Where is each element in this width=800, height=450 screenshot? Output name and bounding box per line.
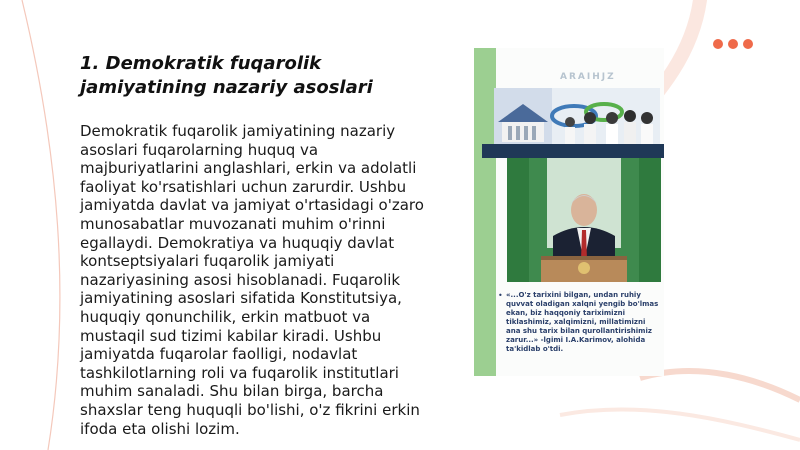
figure-image: [474, 48, 664, 376]
dot-icon: [713, 39, 723, 49]
slide-title: 1. Demokratik fuqarolik jamiyatining nazariy asoslari: [80, 53, 373, 98]
building-photo: [494, 88, 660, 144]
figure-watermark: ARAIHJZ: [560, 72, 616, 82]
menu-dots: [713, 39, 753, 49]
navy-bar: [482, 144, 664, 158]
dot-icon: [728, 39, 738, 49]
speaker-portrait: [507, 158, 661, 282]
slide-paragraph: Demokratik fuqarolik jamiyatining nazariy asoslari fuqarolarning huquq va majburiyatlarini anglashlari, erkin va adolatli faoliyat ko'rsatishlari uchun zarurdir. Ushbu jamiyatda davlat va jamiyat o'rtasidagi o'zaro munosabatlar muvozanati muhim o'rinni egallaydi. Demokratiya va huquqiy davlat kontseptsiyalari fuqarolik jamiyati nazariyasining asosi hisoblanadi. Fuqarolik jamiyatining asoslari sifatida Konstitutsiya, huquqiy qonunchilik, erkin matbuot va mustaqil sud tizimi kabilar kiradi. Ushbu jamiyatda fuqarolar faolligi, nodavlat tashkilotlarning roli va fuqarolik institutlari muhim sanaladi. Shu bilan birga, barcha shaxslar teng huquqli bo'lishi, o'z fikrini erkin ifoda eta olishi lozim.: [80, 122, 424, 438]
green-strip: [474, 48, 496, 376]
quote-bullet: •: [498, 291, 503, 300]
dot-icon: [743, 39, 753, 49]
figure-quote: «...O'z tarixini bilgan, undan ruhiy quvvat oladigan xalqni yengib bo'lmas ekan, biz haqqoniy tariximizni tiklashimiz, xalqimizni, millatimizni ana shu tarix bilan qurollantirishimiz zarur...» -lgimi I.A.Karimov, alohida ta'kidlab o'tdi.: [506, 291, 659, 353]
